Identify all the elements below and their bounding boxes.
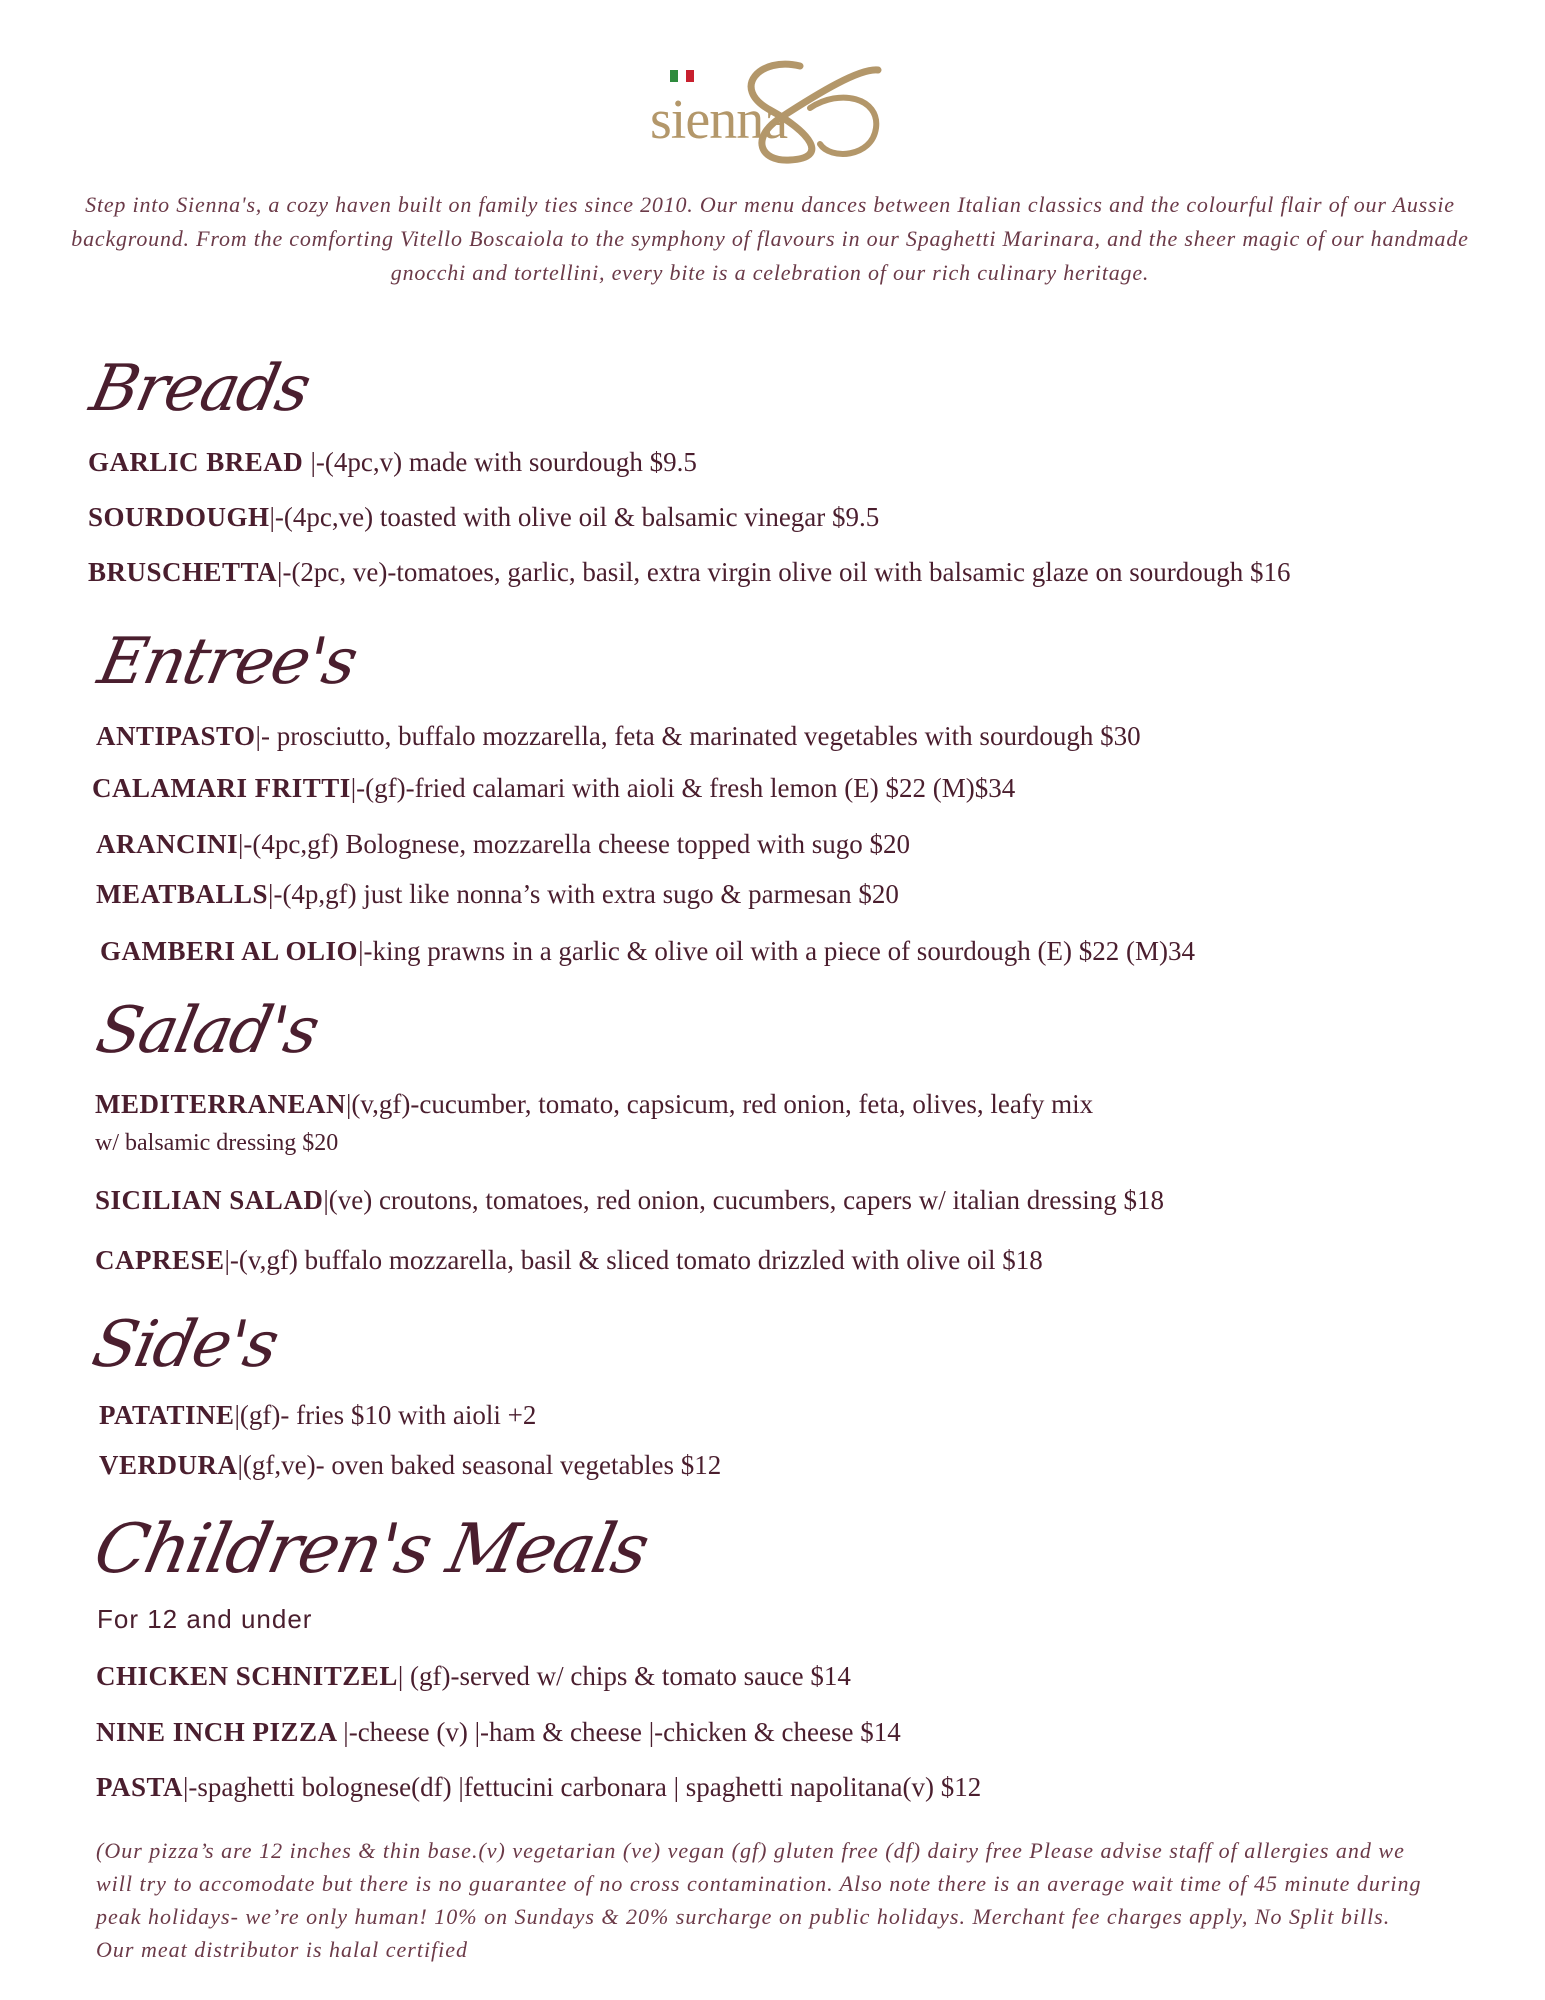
intro-paragraph: Step into Sienna's, a cozy haven built on family ties since 2010. Our menu dances between Italian classics and the colourful flair of our Aussie background. From the comforting Vitello Boscaiola to the symphony of flavours in our Spaghetti Marinara, and the sheer magic of our handmade gnocchi and tortellini, every bite is a celebration of our rich culinary heritage. xyxy=(71,192,1469,285)
item-name: PASTA xyxy=(96,1772,184,1802)
menu-item xyxy=(88,447,697,478)
menu-item xyxy=(99,1450,721,1481)
childrens-subtitle: For 12 and under xyxy=(97,1604,313,1634)
section-title-childrens-meals: Children's Meals xyxy=(87,1510,655,1589)
menu-item xyxy=(99,1400,536,1431)
item-desc: |-(v,gf) buffalo mozzarella, basil & sliced tomato drizzled with olive oil $18 xyxy=(224,1245,1043,1275)
item-name: VERDURA xyxy=(99,1450,238,1480)
section-title-sides: Side's xyxy=(86,1308,284,1382)
item-desc: |-(4pc,ve) toasted with olive oil & balsamic vinegar $9.5 xyxy=(269,502,880,532)
footer-line: Our meat distributor is halal certified xyxy=(96,1937,469,1962)
footer-line: will try to accomodate but there is no guarantee of no cross contamination. Also note there is an average wait time of 45 minute during xyxy=(96,1871,1422,1896)
brand-name: sienna xyxy=(650,89,788,151)
item-name: CAPRESE xyxy=(95,1245,225,1275)
section-title-salads: Salad's xyxy=(90,994,324,1068)
item-desc: |(v,gf)-cucumber, tomato, capsicum, red onion, feta, olives, leafy mix xyxy=(346,1089,1094,1119)
footer-line: (Our pizza’s are 12 inches & thin base.(v) vegetarian (ve) vegan (gf) gluten free (df) dairy free Please advise staff of allergies and we xyxy=(96,1838,1405,1863)
menu-item xyxy=(95,1245,1043,1276)
item-name: GAMBERI AL OLIO xyxy=(100,936,359,966)
menu-item xyxy=(96,1717,901,1748)
menu-item xyxy=(96,721,1141,752)
sienna-logo xyxy=(650,48,890,164)
item-desc: |(ve) croutons, tomatoes, red onion, cucumbers, capers w/ italian dressing $18 xyxy=(323,1185,1165,1215)
footer-line: peak holidays- we’re only human! 10% on Sundays & 20% surcharge on public holidays. Merchant fee charges apply, No Split bills. xyxy=(96,1904,1391,1929)
item-desc: |- prosciutto, buffalo mozzarella, feta & marinated vegetables with sourdough $30 xyxy=(255,721,1141,751)
item-name: PATATINE xyxy=(99,1400,235,1430)
item-desc: | (gf)-served w/ chips & tomato sauce $14 xyxy=(397,1661,851,1691)
item-desc: |(gf,ve)- oven baked seasonal vegetables $12 xyxy=(237,1450,722,1480)
item-name: SICILIAN SALAD xyxy=(95,1185,324,1215)
footer-notes xyxy=(96,1834,1496,1966)
item-desc: |-king prawns in a garlic & olive oil with a piece of sourdough (E) $22 (M)34 xyxy=(358,936,1196,966)
italian-flag-icon xyxy=(670,70,694,82)
item-name: ARANCINI xyxy=(96,829,239,859)
menu-item xyxy=(88,557,1290,588)
item-name: SOURDOUGH xyxy=(88,502,270,532)
item-desc: |-(2pc, ve)-tomatoes, garlic, basil, extra virgin olive oil with balsamic glaze on sourdough $16 xyxy=(277,557,1291,587)
item-name: ANTIPASTO xyxy=(96,721,256,751)
menu-item xyxy=(88,502,879,533)
menu-item xyxy=(92,773,1015,804)
menu-item xyxy=(96,829,910,860)
item-name: MEATBALLS xyxy=(96,879,269,909)
menu-item-continued: w/ balsamic dressing $20 xyxy=(95,1130,339,1156)
item-name: CALAMARI FRITTI xyxy=(92,773,351,803)
item-desc: |-(4p,gf) just like nonna’s with extra sugo & parmesan $20 xyxy=(268,879,899,909)
menu-item xyxy=(100,936,1195,967)
menu-item xyxy=(95,1185,1164,1216)
menu-item xyxy=(96,879,899,910)
menu-item xyxy=(96,1772,981,1803)
item-desc: |-cheese (v) |-ham & cheese |-chicken & cheese $14 xyxy=(343,1717,901,1747)
item-desc: |(gf)- fries $10 with aioli +2 xyxy=(234,1400,537,1430)
item-name: GARLIC BREAD xyxy=(88,447,311,477)
item-name: NINE INCH PIZZA xyxy=(96,1717,344,1747)
menu-item xyxy=(95,1089,1093,1120)
section-title-breads: Breads xyxy=(84,352,316,426)
item-name: MEDITERRANEAN xyxy=(95,1089,347,1119)
item-desc: |-spaghetti bolognese(df) |fettucini carbonara | spaghetti napolitana(v) $12 xyxy=(183,1772,982,1802)
item-name: CHICKEN SCHNITZEL xyxy=(96,1661,398,1691)
section-title-entrees: Entree's xyxy=(92,625,363,699)
item-desc: |-(4pc,gf) Bolognese, mozzarella cheese topped with sugo $20 xyxy=(238,829,910,859)
item-desc: |-(4pc,v) made with sourdough $9.5 xyxy=(310,447,697,477)
item-name: BRUSCHETTA xyxy=(88,557,278,587)
menu-item xyxy=(96,1661,851,1692)
item-desc: |-(gf)-fried calamari with aioli & fresh lemon (E) $22 (M)$34 xyxy=(350,773,1016,803)
